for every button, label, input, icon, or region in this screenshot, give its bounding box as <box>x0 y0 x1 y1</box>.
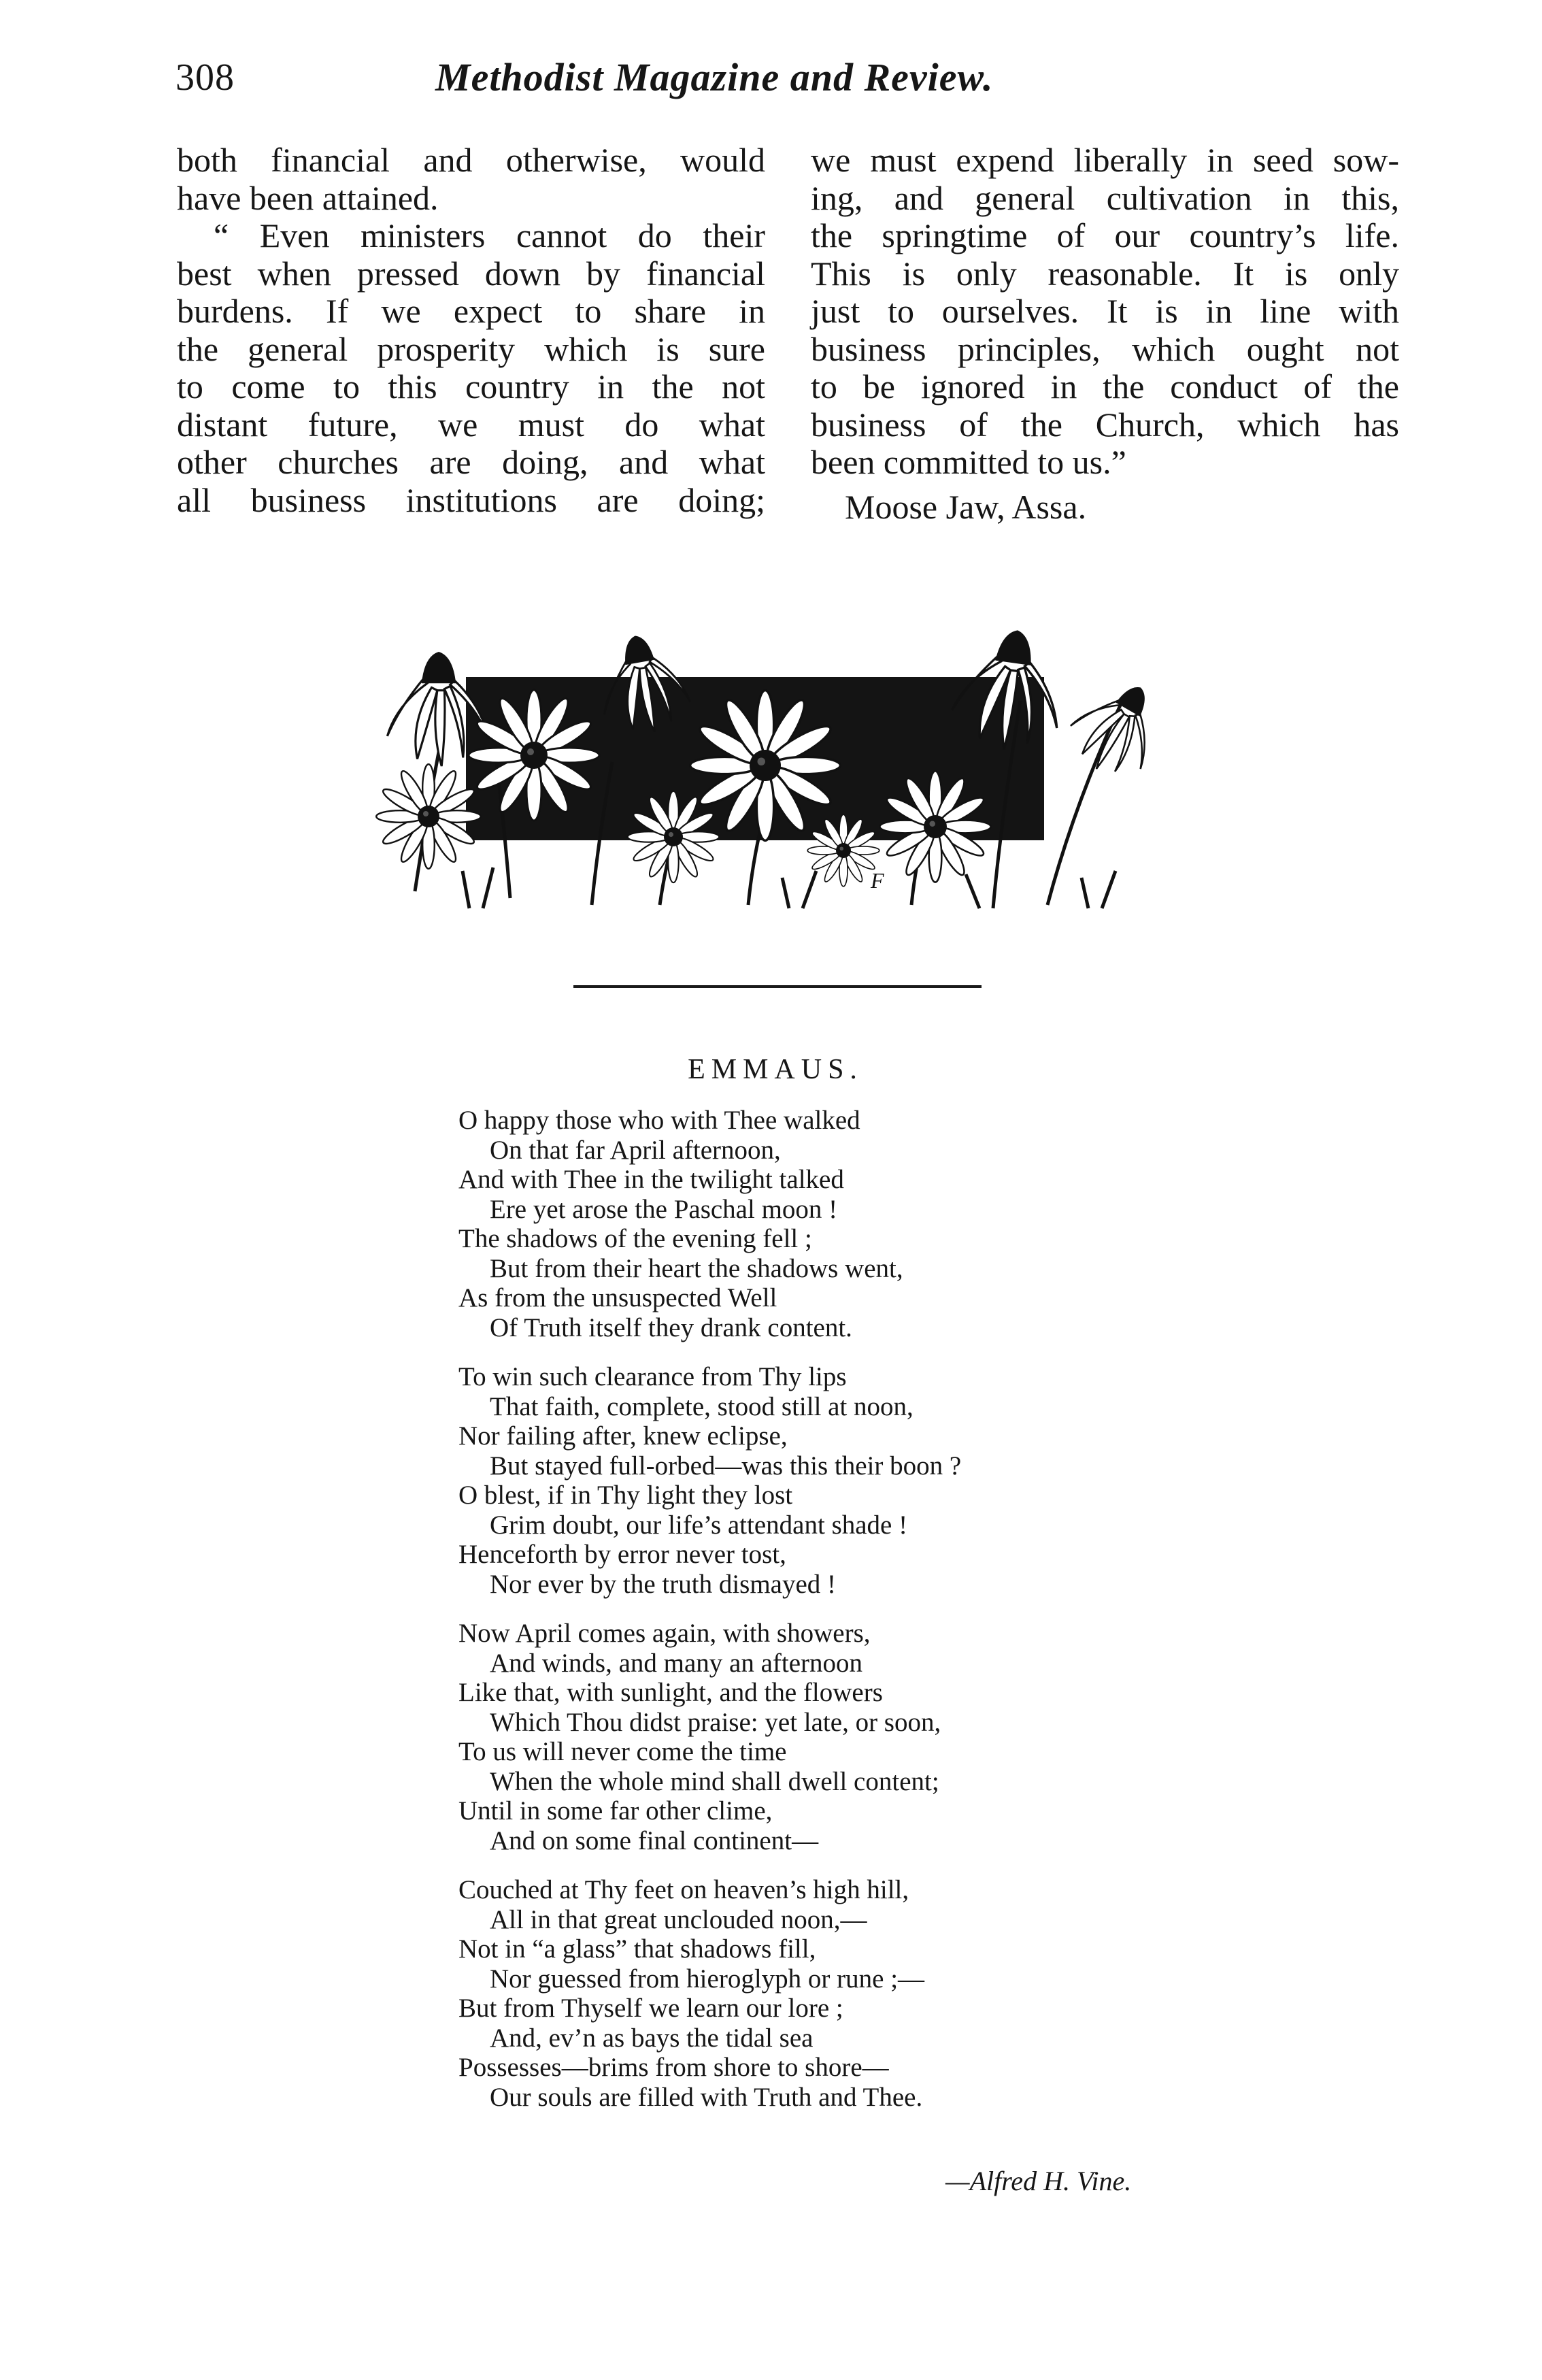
page-number: 308 <box>175 56 235 99</box>
poem-line: On that far April afternoon, <box>490 1135 781 1165</box>
poem-line: And on some final continent— <box>490 1825 819 1855</box>
poem-line: Not in “a glass” that shadows fill, <box>458 1934 816 1964</box>
text-line: business principles, which ought not <box>811 329 1399 368</box>
poem-line: Which Thou didst praise: yet late, or soon, <box>490 1707 941 1737</box>
poem-line: Our souls are filled with Truth and Thee. <box>490 2082 923 2112</box>
text-line: business of the Church, which has <box>811 405 1399 444</box>
text-line: the general prosperity which is sure <box>177 329 765 368</box>
poem-line: Nor ever by the truth dismayed ! <box>490 1569 837 1599</box>
poem-line: Until in some far other clime, <box>458 1796 773 1825</box>
text-line: best when pressed down by financial <box>177 254 765 293</box>
poem-line: Nor guessed from hieroglyph or rune ;— <box>490 1964 925 1994</box>
poem-line: The shadows of the evening fell ; <box>458 1224 812 1253</box>
poem-line: But stayed full-orbed—was this their boon ? <box>490 1451 962 1481</box>
poem-stanza <box>458 1619 1275 1855</box>
poem-line: That faith, complete, stood still at noon, <box>490 1391 914 1421</box>
poem-line: O happy those who with Thee walked <box>458 1106 860 1135</box>
poem-attribution: —Alfred H. Vine. <box>945 2166 1132 2196</box>
text-line: burdens. If we expect to share in <box>177 292 765 330</box>
poem-line: Grim doubt, our life’s attendant shade ! <box>490 1510 908 1540</box>
text-line: “ Even ministers cannot do their <box>214 216 765 254</box>
text-line: just to ourselves. It is in line with <box>811 292 1399 330</box>
poem-line: Ere yet arose the Paschal moon ! <box>490 1194 838 1224</box>
poem-line: O blest, if in Thy light they lost <box>458 1481 793 1510</box>
poem-line: And winds, and many an afternoon <box>490 1648 863 1678</box>
poem-line: Like that, with sunlight, and the flowers <box>458 1678 883 1707</box>
section-divider <box>573 985 982 988</box>
poem-line: Now April comes again, with showers, <box>458 1619 871 1648</box>
poem-line: And, ev’n as bays the tidal sea <box>490 2023 814 2053</box>
poem-line: To win such clearance from Thy lips <box>458 1362 847 1391</box>
running-title: Methodist Magazine and Review. <box>435 55 994 99</box>
poem-line: As from the unsuspected Well <box>458 1283 777 1312</box>
poem-line: Nor failing after, knew eclipse, <box>458 1421 788 1451</box>
poem-line: To us will never come the time <box>458 1737 787 1766</box>
text-line: ing, and general cultivation in this, <box>811 178 1399 217</box>
poem-line: Henceforth by error never tost, <box>458 1540 786 1569</box>
text-line: both financial and otherwise, would <box>177 141 765 179</box>
text-line: have been attained. <box>177 178 439 217</box>
poem-line: All in that great unclouded noon,— <box>490 1904 867 1934</box>
text-line: other churches are doing, and what <box>177 443 765 481</box>
text-line: we must expend liberally in seed sow- <box>811 141 1399 179</box>
poem-line: Of Truth itself they drank content. <box>490 1312 852 1342</box>
poem-line: Possesses—brims from shore to shore— <box>458 2053 889 2082</box>
text-line: the springtime of our country’s life. <box>811 216 1399 254</box>
poem-stanza <box>458 1875 1275 2112</box>
right-column <box>811 142 1399 526</box>
left-column <box>177 142 765 519</box>
article-signoff: Moose Jaw, Assa. <box>845 487 1087 526</box>
poem-stanza <box>458 1106 1275 1342</box>
poem-line: But from their heart the shadows went, <box>490 1253 903 1283</box>
artist-monogram: F <box>871 868 884 893</box>
text-line: to come to this country in the not <box>177 367 765 406</box>
flower-illustration-icon <box>367 599 1218 912</box>
text-line: This is only reasonable. It is only <box>811 254 1399 293</box>
poem-body <box>458 1106 1275 2132</box>
poem-line: But from Thyself we learn our lore ; <box>458 1994 843 2023</box>
poem-line: Couched at Thy feet on heaven’s high hill, <box>458 1875 909 1904</box>
text-line: distant future, we must do what <box>177 405 765 444</box>
text-line: been committed to us.” <box>811 443 1126 481</box>
poem-stanza <box>458 1362 1275 1599</box>
poem-line: When the whole mind shall dwell content; <box>490 1766 939 1796</box>
text-line: all business institutions are doing; <box>177 480 765 519</box>
text-line: to be ignored in the conduct of the <box>811 367 1399 406</box>
poem-line: And with Thee in the twilight talked <box>458 1165 844 1194</box>
poem-title: EMMAUS. <box>688 1054 863 1085</box>
